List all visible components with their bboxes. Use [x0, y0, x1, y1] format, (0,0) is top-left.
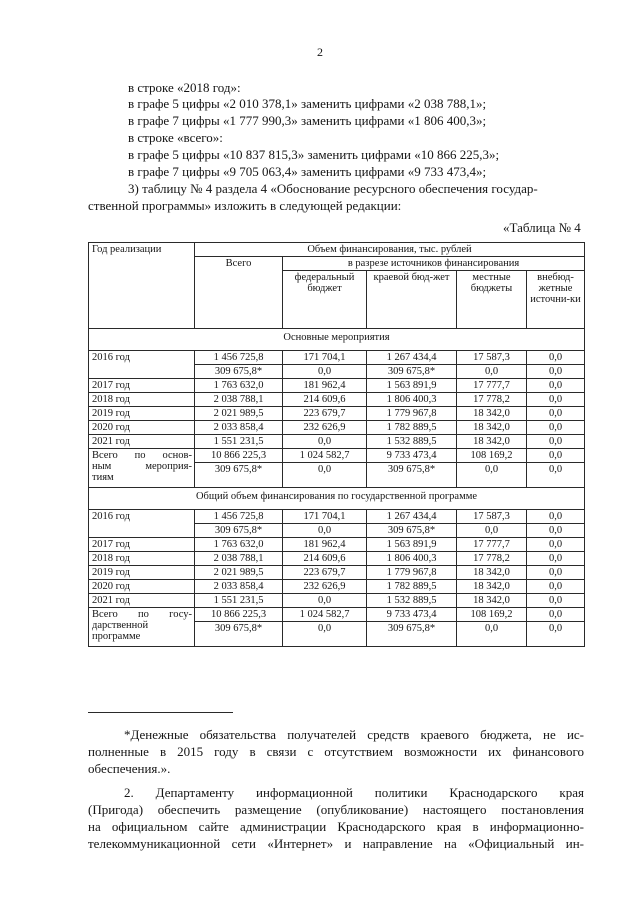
cell-local: 108 169,2: [457, 449, 527, 463]
year-cell: 2019 год: [89, 407, 195, 421]
cell-total: 2 033 858,4: [195, 580, 283, 594]
paragraph-line: (Пригода) обеспечить размещение (опубликование) настоящего постановления: [88, 802, 584, 817]
header-federal: федеральный бюджет: [283, 271, 367, 329]
year-cell: 2019 год: [89, 566, 195, 580]
cell-regional: 309 675,8*: [367, 365, 457, 379]
table-row: [89, 421, 585, 435]
cell-local: 18 342,0: [457, 594, 527, 608]
cell-regional: 1 532 889,5: [367, 594, 457, 608]
footnote-line: *Денежные обязательства получателей средств краевого бюджета, не ис-: [124, 727, 584, 742]
year-cell: 2018 год: [89, 552, 195, 566]
header-year: Год реализации: [89, 243, 195, 329]
cell-local: 17 778,2: [457, 393, 527, 407]
cell-offbudget: 0,0: [527, 566, 585, 580]
section-title: Основные мероприятия: [89, 329, 585, 351]
cell-local: 17 587,3: [457, 351, 527, 365]
intro-line: в графе 7 цифры «1 777 990,3» заменить цифрами «1 806 400,3»;: [128, 113, 487, 128]
header-local: местные бюджеты: [457, 271, 527, 329]
cell-federal: 214 609,6: [283, 552, 367, 566]
table-row: [89, 580, 585, 594]
cell-regional: 309 675,8*: [367, 622, 457, 647]
cell-total: 10 866 225,3: [195, 449, 283, 463]
cell-federal: 0,0: [283, 524, 367, 538]
cell-offbudget: 0,0: [527, 449, 585, 463]
table-row: [89, 566, 585, 580]
footnote-line: полненные в 2015 году в связи с отсутствием возможности их финансового: [88, 744, 584, 759]
cell-local: 0,0: [457, 622, 527, 647]
cell-local: 17 777,7: [457, 538, 527, 552]
cell-total: 309 675,8*: [195, 365, 283, 379]
cell-local: 18 342,0: [457, 580, 527, 594]
table-row: [89, 379, 585, 393]
intro-line: в графе 5 цифры «2 010 378,1» заменить цифрами «2 038 788,1»;: [128, 96, 487, 111]
section-header-row: [89, 329, 585, 351]
year-cell: 2020 год: [89, 421, 195, 435]
cell-federal: 0,0: [283, 622, 367, 647]
cell-total: 2 021 989,5: [195, 407, 283, 421]
total-label-line: тиям: [92, 472, 114, 483]
paragraph-line: на официальном сайте администрации Краснодарского края в информационно-: [88, 819, 584, 834]
cell-federal: 0,0: [283, 435, 367, 449]
year-cell: 2021 год: [89, 435, 195, 449]
cell-local: 17 778,2: [457, 552, 527, 566]
cell-total: 1 456 725,8: [195, 351, 283, 365]
cell-total: 1 551 231,5: [195, 594, 283, 608]
intro-line: в строке «2018 год»:: [128, 80, 241, 95]
cell-total: 309 675,8*: [195, 524, 283, 538]
footnote-line: обеспечения.».: [88, 761, 171, 776]
cell-local: 18 342,0: [457, 407, 527, 421]
cell-offbudget: 0,0: [527, 421, 585, 435]
cell-total: 1 763 632,0: [195, 538, 283, 552]
cell-federal: 1 024 582,7: [283, 449, 367, 463]
cell-offbudget: 0,0: [527, 608, 585, 622]
cell-offbudget: 0,0: [527, 379, 585, 393]
cell-regional: 9 733 473,4: [367, 608, 457, 622]
cell-federal: 232 626,9: [283, 421, 367, 435]
intro-line: 3) таблицу № 4 раздела 4 «Обоснование ресурсного обеспечения государ-: [128, 181, 538, 196]
header-regional: краевой бюд-жет: [367, 271, 457, 329]
paragraph-line: 2. Департаменту информационной политики Краснодарского края: [124, 785, 584, 800]
header-offbudget: внебюд-жетные источни-ки: [527, 271, 585, 329]
cell-offbudget: 0,0: [527, 393, 585, 407]
cell-total: 1 763 632,0: [195, 379, 283, 393]
cell-federal: 223 679,7: [283, 566, 367, 580]
cell-offbudget: 0,0: [527, 580, 585, 594]
year-cell: 2017 год: [89, 379, 195, 393]
paragraph-line: телекоммуникационной сети «Интернет» и направление на «Официальный ин-: [88, 836, 584, 851]
cell-offbudget: 0,0: [527, 435, 585, 449]
year-cell: 2018 год: [89, 393, 195, 407]
cell-total: 2 021 989,5: [195, 566, 283, 580]
cell-total: 10 866 225,3: [195, 608, 283, 622]
header-total: Всего: [195, 257, 283, 329]
table-row: [89, 594, 585, 608]
footnote-rule: [88, 712, 233, 713]
cell-local: 18 342,0: [457, 435, 527, 449]
cell-regional: 309 675,8*: [367, 524, 457, 538]
table-row: [89, 510, 585, 524]
cell-offbudget: 0,0: [527, 510, 585, 524]
intro-line: в графе 7 цифры «9 705 063,4» заменить цифрами «9 733 473,4»;: [128, 164, 487, 179]
cell-regional: 1 779 967,8: [367, 407, 457, 421]
cell-federal: 223 679,7: [283, 407, 367, 421]
total-label-line: программе: [92, 631, 141, 642]
cell-total: 309 675,8*: [195, 622, 283, 647]
cell-regional: 309 675,8*: [367, 463, 457, 488]
financing-table: [88, 242, 585, 647]
cell-regional: 1 563 891,9: [367, 538, 457, 552]
header-funding: Объем финансирования, тыс. рублей: [195, 243, 585, 257]
cell-total: 2 038 788,1: [195, 552, 283, 566]
cell-local: 17 587,3: [457, 510, 527, 524]
cell-offbudget: 0,0: [527, 524, 585, 538]
cell-federal: 0,0: [283, 365, 367, 379]
header-by-source: в разрезе источников финансирования: [283, 257, 585, 271]
table-row: [89, 538, 585, 552]
cell-federal: 181 962,4: [283, 379, 367, 393]
cell-local: 0,0: [457, 463, 527, 488]
cell-total: 1 551 231,5: [195, 435, 283, 449]
cell-regional: 1 782 889,5: [367, 580, 457, 594]
cell-offbudget: 0,0: [527, 351, 585, 365]
section-header-row: [89, 488, 585, 510]
section-title: Общий объем финансирования по государственной программе: [89, 488, 585, 510]
intro-line: в строке «всего»:: [128, 130, 223, 145]
cell-federal: 0,0: [283, 463, 367, 488]
intro-line: в графе 5 цифры «10 837 815,3» заменить цифрами «10 866 225,3»;: [128, 147, 500, 162]
cell-federal: 232 626,9: [283, 580, 367, 594]
cell-federal: 214 609,6: [283, 393, 367, 407]
table-row: [89, 435, 585, 449]
cell-federal: 171 704,1: [283, 351, 367, 365]
cell-federal: 181 962,4: [283, 538, 367, 552]
cell-local: 18 342,0: [457, 421, 527, 435]
cell-local: 108 169,2: [457, 608, 527, 622]
year-cell: 2016 год: [89, 351, 195, 379]
cell-total: 1 456 725,8: [195, 510, 283, 524]
cell-regional: 1 267 434,4: [367, 351, 457, 365]
cell-total: 2 033 858,4: [195, 421, 283, 435]
cell-offbudget: 0,0: [527, 463, 585, 488]
total-label-line: дарственной: [92, 620, 149, 631]
year-cell: 2021 год: [89, 594, 195, 608]
cell-regional: 1 806 400,3: [367, 552, 457, 566]
cell-offbudget: 0,0: [527, 594, 585, 608]
cell-federal: 1 024 582,7: [283, 608, 367, 622]
cell-regional: 1 782 889,5: [367, 421, 457, 435]
page-number: 2: [317, 45, 323, 59]
cell-regional: 1 563 891,9: [367, 379, 457, 393]
cell-offbudget: 0,0: [527, 622, 585, 647]
financing-table-body: [89, 243, 585, 647]
table-caption: «Таблица № 4: [503, 220, 581, 235]
cell-total: 309 675,8*: [195, 463, 283, 488]
table-row: [89, 393, 585, 407]
table-row: [89, 351, 585, 365]
table-row: [89, 407, 585, 421]
cell-local: 0,0: [457, 524, 527, 538]
cell-regional: 9 733 473,4: [367, 449, 457, 463]
cell-regional: 1 806 400,3: [367, 393, 457, 407]
cell-federal: 0,0: [283, 594, 367, 608]
cell-local: 0,0: [457, 365, 527, 379]
total-row: [89, 449, 585, 463]
year-cell: 2017 год: [89, 538, 195, 552]
intro-line: ственной программы» изложить в следующей редакции:: [88, 198, 402, 213]
cell-regional: 1 532 889,5: [367, 435, 457, 449]
cell-federal: 171 704,1: [283, 510, 367, 524]
table-row: [89, 552, 585, 566]
total-label: [89, 449, 195, 488]
year-cell: 2016 год: [89, 510, 195, 538]
total-label: [89, 608, 195, 647]
year-cell: 2020 год: [89, 580, 195, 594]
cell-regional: 1 779 967,8: [367, 566, 457, 580]
total-label-line: Всего по госу-: [92, 609, 192, 620]
cell-offbudget: 0,0: [527, 407, 585, 421]
cell-total: 2 038 788,1: [195, 393, 283, 407]
cell-offbudget: 0,0: [527, 365, 585, 379]
cell-local: 17 777,7: [457, 379, 527, 393]
total-label-line: Всего по основ-: [92, 450, 192, 461]
total-label-line: ным мероприя-: [92, 461, 192, 472]
cell-offbudget: 0,0: [527, 538, 585, 552]
cell-offbudget: 0,0: [527, 552, 585, 566]
cell-local: 18 342,0: [457, 566, 527, 580]
cell-regional: 1 267 434,4: [367, 510, 457, 524]
total-row: [89, 608, 585, 622]
